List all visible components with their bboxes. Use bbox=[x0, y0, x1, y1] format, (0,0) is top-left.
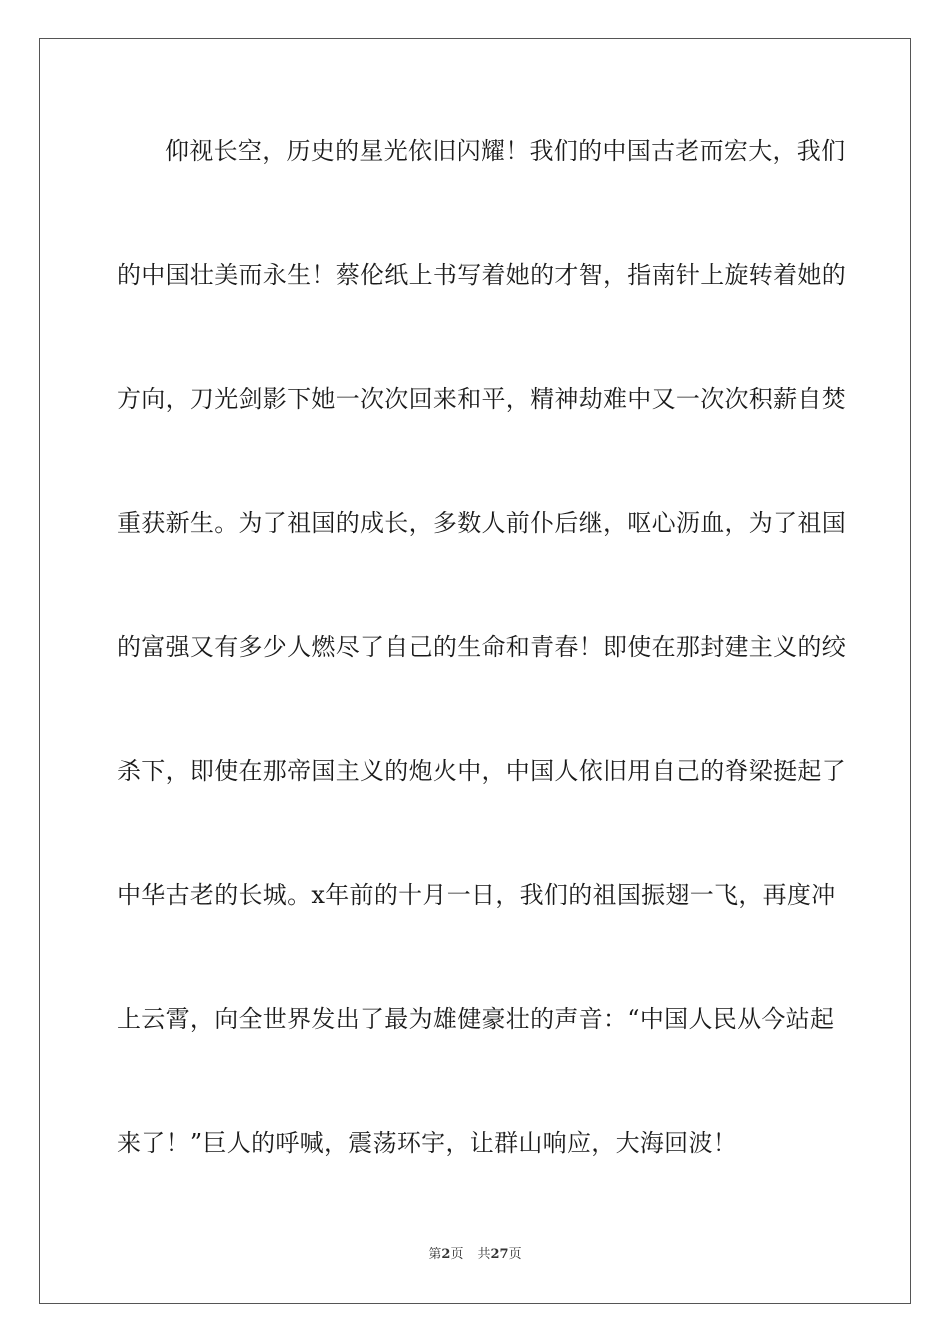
page-number: 2 bbox=[441, 1247, 451, 1262]
body-line-5: 的富强又有多少人燃尽了自己的生命和青春！即使在那封建主义的绞 bbox=[117, 633, 846, 661]
body-line-4: 重获新生。为了祖国的成长，多数人前仆后继，呕心沥血，为了祖国 bbox=[117, 509, 846, 537]
page-footer bbox=[0, 1246, 950, 1264]
total-pages: 27 bbox=[490, 1247, 509, 1262]
total-suffix: 页 bbox=[508, 1247, 522, 1262]
total-prefix: 共 bbox=[477, 1247, 491, 1262]
body-line-9: 来了！”巨人的呼喊，震荡环宇，让群山响应，大海回波！ bbox=[117, 1129, 738, 1157]
page-suffix: 页 bbox=[450, 1247, 464, 1262]
body-line-6: 杀下，即使在那帝国主义的炮火中，中国人依旧用自己的脊梁挺起了 bbox=[117, 757, 846, 785]
body-line-2: 的中国壮美而永生！蔡伦纸上书写着她的才智，指南针上旋转着她的 bbox=[117, 261, 846, 289]
body-line-3: 方向，刀光剑影下她一次次回来和平，精神劫难中又一次次积薪自焚 bbox=[117, 385, 846, 413]
page-prefix: 第 bbox=[428, 1247, 442, 1262]
page-border bbox=[39, 38, 911, 1304]
body-line-7: 中华古老的长城。x年前的十月一日，我们的祖国振翅一飞，再度冲 bbox=[117, 881, 836, 909]
body-line-8: 上云霄，向全世界发出了最为雄健豪壮的声音：“中国人民从今站起 bbox=[117, 1005, 835, 1033]
body-line-1: 仰视长空，历史的星光依旧闪耀！我们的中国古老而宏大，我们 bbox=[165, 137, 846, 165]
